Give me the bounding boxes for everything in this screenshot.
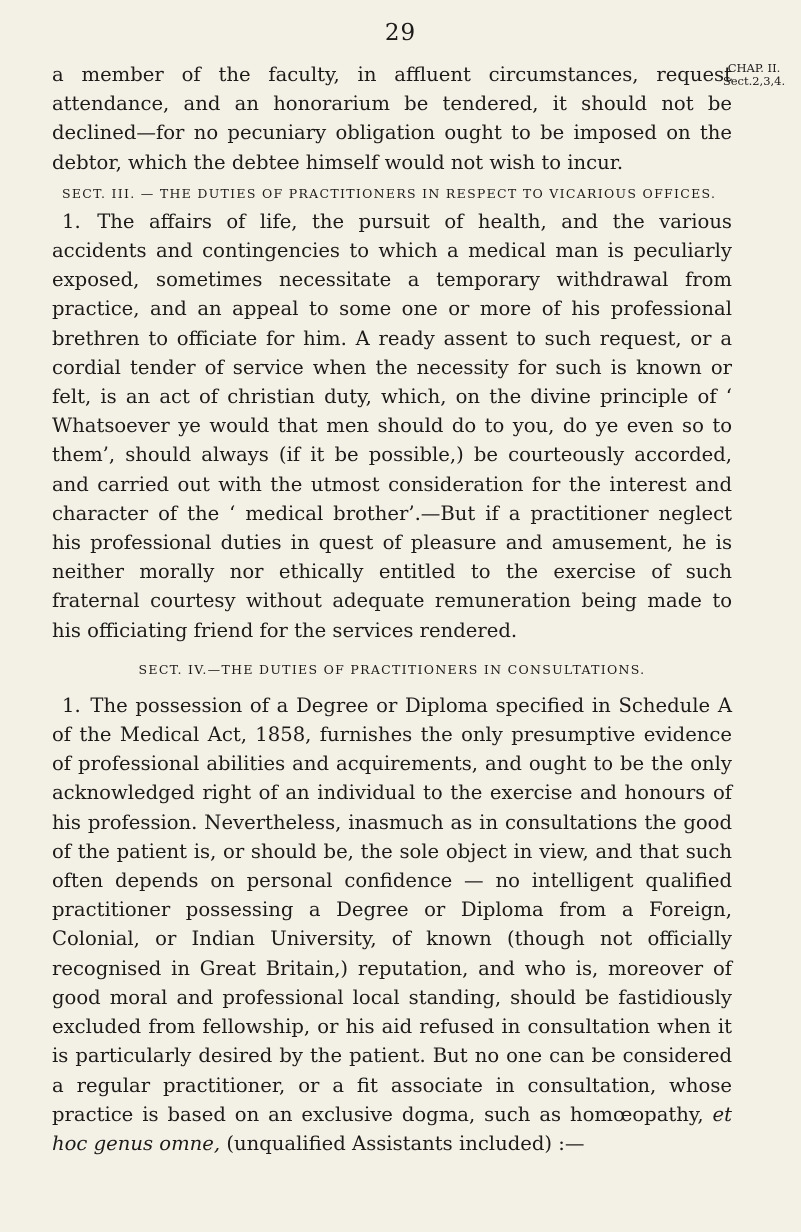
paragraph-vicarious-offices (52, 207, 732, 645)
body-text (52, 60, 732, 1158)
margin-note-sections: Sect.2,3,4. (722, 74, 786, 88)
margin-note-chapter: CHAP. II. (727, 61, 781, 75)
page-number: 29 (384, 20, 417, 46)
paragraph-italic-phrase: et hoc genus omne, (52, 1102, 732, 1155)
paragraph-text: The possession of a Degree or Diploma specified in Schedule A of the Medical Act, 1858, furnishes the only presumptive evidence of professional abilities and acquirements, and ought to be the only acknowledged right of an individual to the exercise and honours of his profession. Nevertheless, inasmuch as in consultations the good of the patient is, or should be, the sole object in view, and that such often depends on personal confidence — no intelligent qualified practitioner possessing a Degree or Diploma from a Foreign, Colonial, or Indian University, of known (though not officially recognised in Great Britain,) reputation, and who is, moreover of good moral and professional local standing, should be fastidiously excluded from fellowship, or his aid refused in consultation when it is particularly desired by the patient. But no one can be considered a regular practitioner, or a fit associate in consultation, whose practice is based on an exclusive dogma, such as homœopathy, (52, 693, 732, 1126)
continuation-paragraph: a member of the faculty, in affluent circumstances, request attendance, and an honorarium be tendered, it should not be declined—for no pecuniary obligation ought to be imposed on the debtor, which the debtee himself would not wish to incur. (52, 63, 732, 174)
paragraph-consultations (52, 691, 732, 1158)
section-heading-3: SECT. III. — THE DUTIES OF PRACTITIONERS IN RESPECT TO VICARIOUS OFFICES. (62, 185, 717, 201)
paragraph-number: 1. (62, 693, 81, 717)
paragraph-number: 1. (62, 209, 81, 233)
paragraph-text-tail: (unqualified Assistants included) :— (226, 1131, 585, 1155)
section-heading-4: SECT. IV.—THE DUTIES OF PRACTITIONERS IN CONSULTATIONS. (138, 661, 646, 677)
paragraph-text: The affairs of life, the pursuit of health, and the various accidents and contingencies to which a medical man is peculiarly exposed, sometimes necessitate a temporary withdrawal from practice, and an appeal to some one or more of his professional brethren to officiate for him. A ready assent to such request, or a cordial tender of service when the necessity for such is known or felt, is an act of christian duty, which, on the divine principle of ‘ Whatsoever ye would that men should do to you, do ye even so to them’, should always (if it be possible,) be courteously accorded, and carried out with the utmost consideration for the interest and character of the ‘ medical brother’.—But if a practitioner neglect his professional duties in quest of pleasure and amusement, he is neither morally nor ethically entitled to the exercise of such fraternal courtesy without adequate remuneration being made to his officiating friend for the services rendered. (52, 209, 732, 642)
